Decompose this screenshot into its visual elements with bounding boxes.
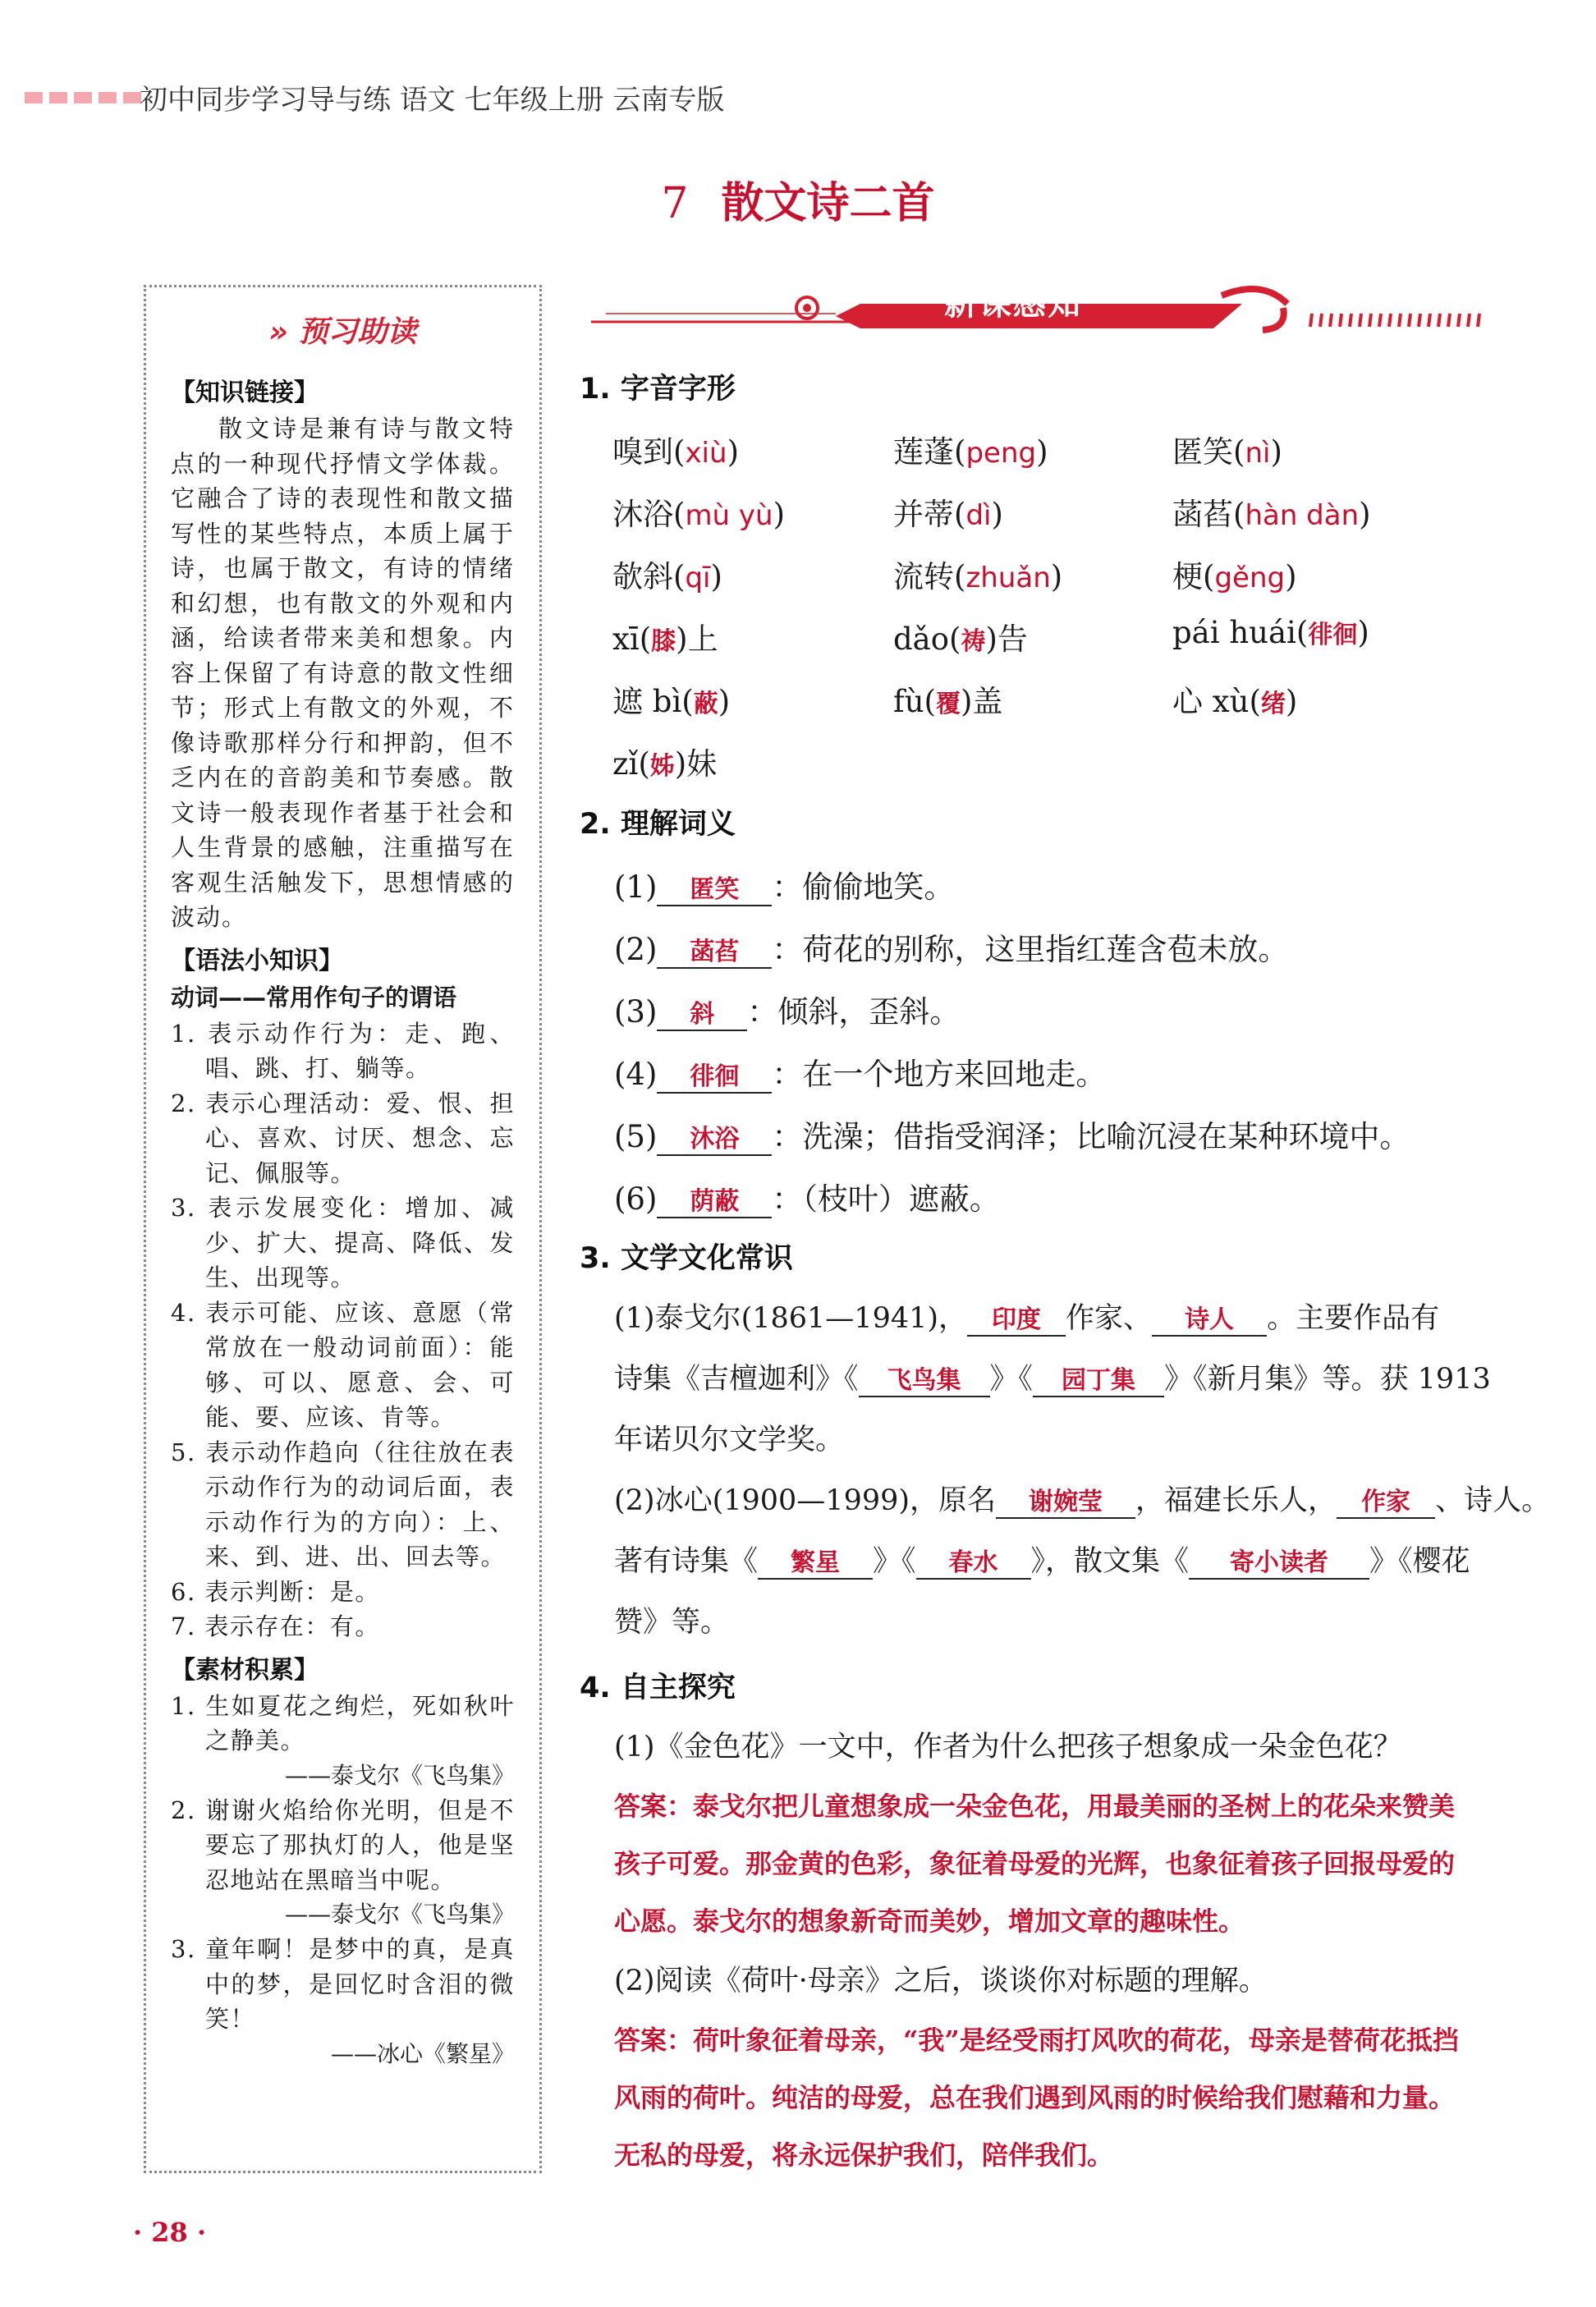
material-title: 【素材积累】 [171,1655,319,1685]
list-item: 4. 表示可能、应该、意愿（常常放在一般动词前面）：能够、可以、愿意、会、可能、要、应该、肯等。 [171,1298,515,1431]
question-1: (1)《金色花》一文中，作者为什么把孩子想象成一朵金色花？ [614,1731,1402,1764]
list-item: 2. 表示心理活动：爱、恨、担心、喜欢、讨厌、想念、忘记、佩服等。 [171,1089,515,1187]
pinyin-item: 梗(gěng) [1172,559,1297,594]
tagore-line-3: 年诺贝尔文学奖。 [614,1424,845,1456]
pinyin-item: xī(膝)上 [612,621,718,657]
section-4-title: 4. 自主探究 [580,1672,736,1704]
pinyin-item: 流转(zhuǎn) [893,559,1063,594]
section-1-title: 1. 字音字形 [580,373,736,406]
section-3-title: 3. 文学文化常识 [580,1242,793,1275]
pinyin-item: 沐浴(mù yù) [612,497,786,532]
list-item: 1. 表示动作行为：走、跑、唱、跳、打、躺等。 [171,1019,515,1082]
tagore-line-1: (1)泰戈尔(1861—1941)， 印度 作家、 诗人 。主要作品有 [614,1296,1439,1337]
quote-source: ——冰心《繁星》 [330,2039,515,2067]
list-item: 7. 表示存在：有。 [171,1612,380,1640]
pinyin-item: 匿笑(nì) [1172,434,1282,470]
pinyin-item: 菡萏(hàn dàn) [1172,497,1371,532]
pinyin-item: zǐ(姊)妹 [612,746,718,782]
knowledge-link-text: 散文诗是兼有诗与散文特点的一种现代抒情文学体裁。它融合了诗的表现性和散文描写性的某些特点，本质上属于诗，也属于散文，有诗的情绪和幻想，也有散文的外观和内涵，给读者带来美和想象。内容上保留了有诗意的散文性细节；形式上有散文的外观，不像诗歌那样分行和押韵，但不乏内在的音韵美和节奏感。散文诗一般表现作者基于社会和人生背景的感触，注重描写在客观生活触发下，思想情感的波动。 [171,415,515,931]
preview-sidebar [144,285,542,2173]
bingxin-line-2: 著有诗集《 繁星 》《 春水 》，散文集《 寄小读者 》《樱花 [614,1539,1470,1580]
pinyin-item: 欹斜(qī) [612,559,722,594]
pinyin-item: dǎo(祷)告 [893,621,1028,657]
pinyin-item: 并蒂(dì) [893,497,1003,532]
list-item: 3. 表示发展变化：增加、减少、扩大、提高、降低、发生、出现等。 [171,1194,515,1291]
pinyin-item: 遮 bì(蔽) [612,684,731,719]
list-item: 6. 表示判断：是。 [171,1577,380,1606]
banner-label: 新课感知 [944,285,1082,323]
header-decoration [25,92,141,103]
grammar-subtitle: 动词——常用作句子的谓语 [171,983,457,1011]
definition-item: (1) 匿笑 ：偷偷地笑。 [614,869,955,905]
list-item: 5. 表示动作趋向（往往放在表示动作行为的动词后面，表示动作行为的方向）：上、来、到、进、出、回去等。 [171,1438,515,1571]
section-2-title: 2. 理解词义 [580,808,736,841]
list-item: 3. 童年啊！是梦中的真，是真中的梦，是回忆时含泪的微笑！ [171,1935,515,2033]
answer-1: 答案：泰戈尔把儿童想象成一朵金色花，用最美丽的圣树上的花朵来赞美 孩子可爱。那金黄的色彩，象征着母爱的光辉，也象征着孩子回报母爱的 心愿。泰戈尔的想象新奇而美妙，增加文章的趣味性。 [614,1791,1456,1937]
knowledge-link-title: 【知识链接】 [171,378,319,407]
lesson-title [0,168,1596,230]
pinyin-item: 嗅到(xiù) [612,434,739,470]
page-number: · 28 · [133,2217,207,2248]
definition-item: (6) 荫蔽 ：（枝叶）遮蔽。 [614,1181,1000,1217]
bingxin-line-3: 赞》等。 [614,1606,730,1639]
grammar-title: 【语法小知识】 [171,946,343,975]
lesson-number: 7 [661,179,689,228]
lesson-title-text: 散文诗二首 [721,178,935,228]
material-list [171,1689,515,2071]
answer-2: 答案：荷叶象征着母亲，“我”是经受雨打风吹的荷花，母亲是替荷花抵挡 风雨的荷叶。纯洁的母爱，总在我们遇到风雨的时候给我们慰藉和力量。 无私的母爱，将永远保护我们，陪伴我们。 [614,2025,1459,2171]
pinyin-item: 心 xù(绪) [1172,684,1298,719]
pinyin-item: 莲蓬(peng) [893,434,1048,470]
quote-source: ——泰戈尔《飞鸟集》 [284,1761,515,1789]
question-2: (2)阅读《荷叶·母亲》之后，谈谈你对标题的理解。 [614,1965,1268,1997]
definition-item: (5) 沐浴 ：洗澡；借指受润泽；比喻沉浸在某种环境中。 [614,1119,1410,1154]
book-header-title: 初中同步学习导与练 语文 七年级上册 云南专版 [140,84,725,117]
pinyin-item: pái huái(徘徊) [1172,615,1369,650]
grammar-list [171,1016,515,1644]
definition-item: (4) 徘徊 ：在一个地方来回地走。 [614,1057,1107,1092]
pinyin-item: fù(覆)盖 [893,684,1003,719]
bingxin-line-1: (2)冰心(1900—1999)，原名 谢婉莹 ，福建长乐人， 作家 、诗人。 [614,1478,1550,1519]
quote-source: ——泰戈尔《飞鸟集》 [284,1901,515,1928]
definition-item: (3) 斜 ：倾斜，歪斜。 [614,994,961,1030]
tagore-line-2: 诗集《吉檀迦利》《 飞鸟集 》《 园丁集 》《新月集》等。获 1913 [614,1356,1491,1397]
list-item: 1. 生如夏花之绚烂，死如秋叶之静美。 [171,1691,515,1754]
list-item: 2. 谢谢火焰给你光明，但是不要忘了那执灯的人，他是坚忍地站在黑暗当中呢。 [171,1796,515,1894]
sidebar-heading: » 预习助读 [268,315,417,349]
definition-item: (2) 菡萏 ：荷花的别称，这里指红莲含苞未放。 [614,932,1289,967]
